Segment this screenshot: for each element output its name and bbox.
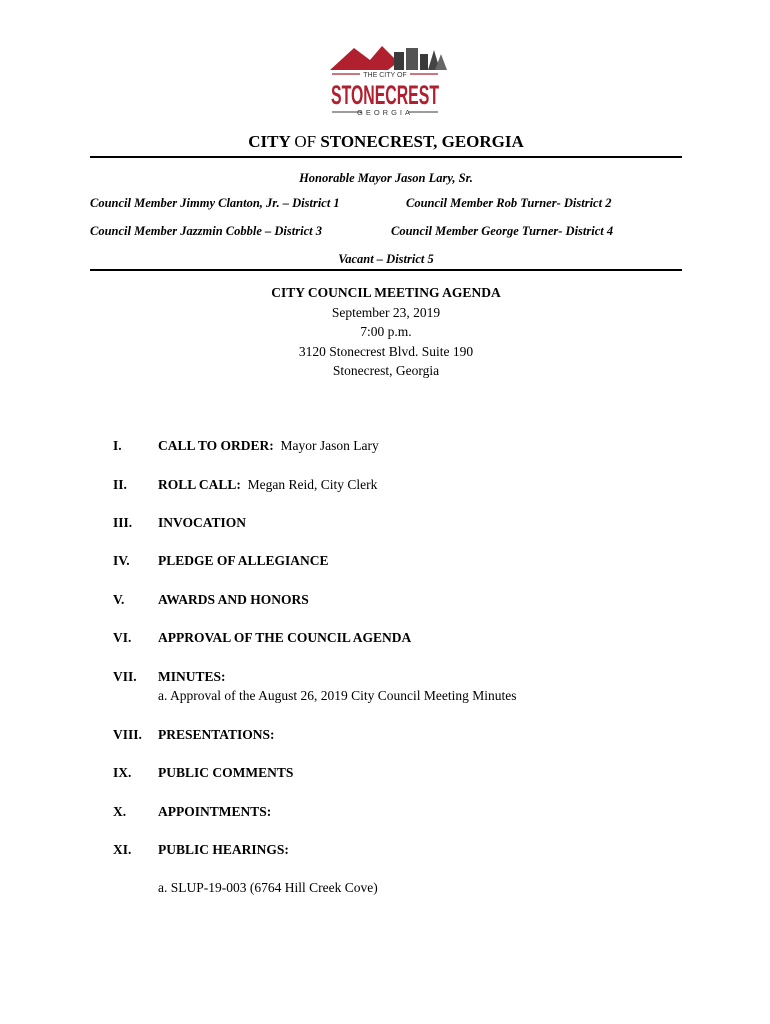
logo-state: GEORGIA [356, 108, 414, 117]
city-logo [318, 40, 452, 120]
building-shape [420, 54, 428, 70]
item-label: APPROVAL OF THE COUNCIL AGENDA [158, 630, 412, 645]
building-shape [394, 52, 404, 70]
item-label: PLEDGE OF ALLEGIANCE [158, 553, 329, 568]
building-shape [406, 48, 418, 70]
item-number: VII. [113, 669, 137, 684]
item-number: V. [113, 592, 125, 607]
item-label: AWARDS AND HONORS [158, 592, 309, 607]
item-label: PUBLIC COMMENTS [158, 765, 294, 780]
title-stonecrest: STONECREST [320, 132, 434, 151]
agenda-heading: CITY COUNCIL MEETING AGENDA [271, 285, 501, 300]
title-city: CITY [248, 132, 291, 151]
item-number: VIII. [113, 727, 142, 742]
item-number: X. [113, 804, 127, 819]
agenda-subitem: a. SLUP-19-003 (6764 Hill Creek Cove) [158, 880, 378, 895]
item-number: IV. [113, 553, 130, 568]
meeting-date: September 23, 2019 [331, 304, 441, 320]
member-district-1: Council Member Jimmy Clanton, Jr. – District 1 [90, 196, 340, 210]
member-district-5: Vacant – District 5 [338, 252, 434, 266]
title-of: OF [294, 132, 317, 151]
agenda-subitem: a. Approval of the August 26, 2019 City Council Meeting Minutes [158, 688, 517, 703]
title-georgia: , GEORGIA [433, 132, 524, 151]
item-number: XI. [113, 842, 132, 857]
meeting-time: 7:00 p.m. [360, 324, 412, 339]
item-detail: Mayor Jason Lary [280, 438, 379, 453]
item-label: ROLL CALL: [158, 477, 241, 492]
city-logo-graphic [318, 40, 452, 120]
logo-name: STONECREST [331, 80, 440, 110]
meeting-address: 3120 Stonecrest Blvd. Suite 190 [298, 343, 474, 359]
member-district-4: Council Member George Turner- District 4 [391, 224, 614, 238]
item-label: CALL TO ORDER: [158, 438, 274, 453]
divider-bottom [90, 269, 682, 271]
member-district-2: Council Member Rob Turner- District 2 [406, 196, 612, 210]
mountain-shape [330, 46, 398, 70]
divider-top [90, 156, 682, 158]
item-number: VI. [113, 630, 132, 645]
item-detail: Megan Reid, City Clerk [247, 477, 378, 492]
item-number: I. [113, 438, 122, 453]
item-label: PRESENTATIONS: [158, 727, 275, 742]
item-label: MINUTES: [158, 669, 226, 684]
item-label: PUBLIC HEARINGS: [158, 842, 289, 857]
item-number: III. [113, 515, 133, 530]
item-number: II. [113, 477, 127, 492]
meeting-info [90, 283, 682, 381]
item-label: APPOINTMENTS: [158, 804, 272, 819]
logo-pre-text: THE CITY OF [363, 72, 407, 79]
member-district-3: Council Member Jazzmin Cobble – District 3 [90, 224, 322, 238]
meeting-city: Stonecrest, Georgia [332, 363, 440, 378]
item-number: IX. [113, 765, 132, 780]
mayor-name: Honorable Mayor Jason Lary, Sr. [299, 171, 473, 185]
page-title [90, 132, 682, 152]
item-label: INVOCATION [158, 515, 246, 530]
